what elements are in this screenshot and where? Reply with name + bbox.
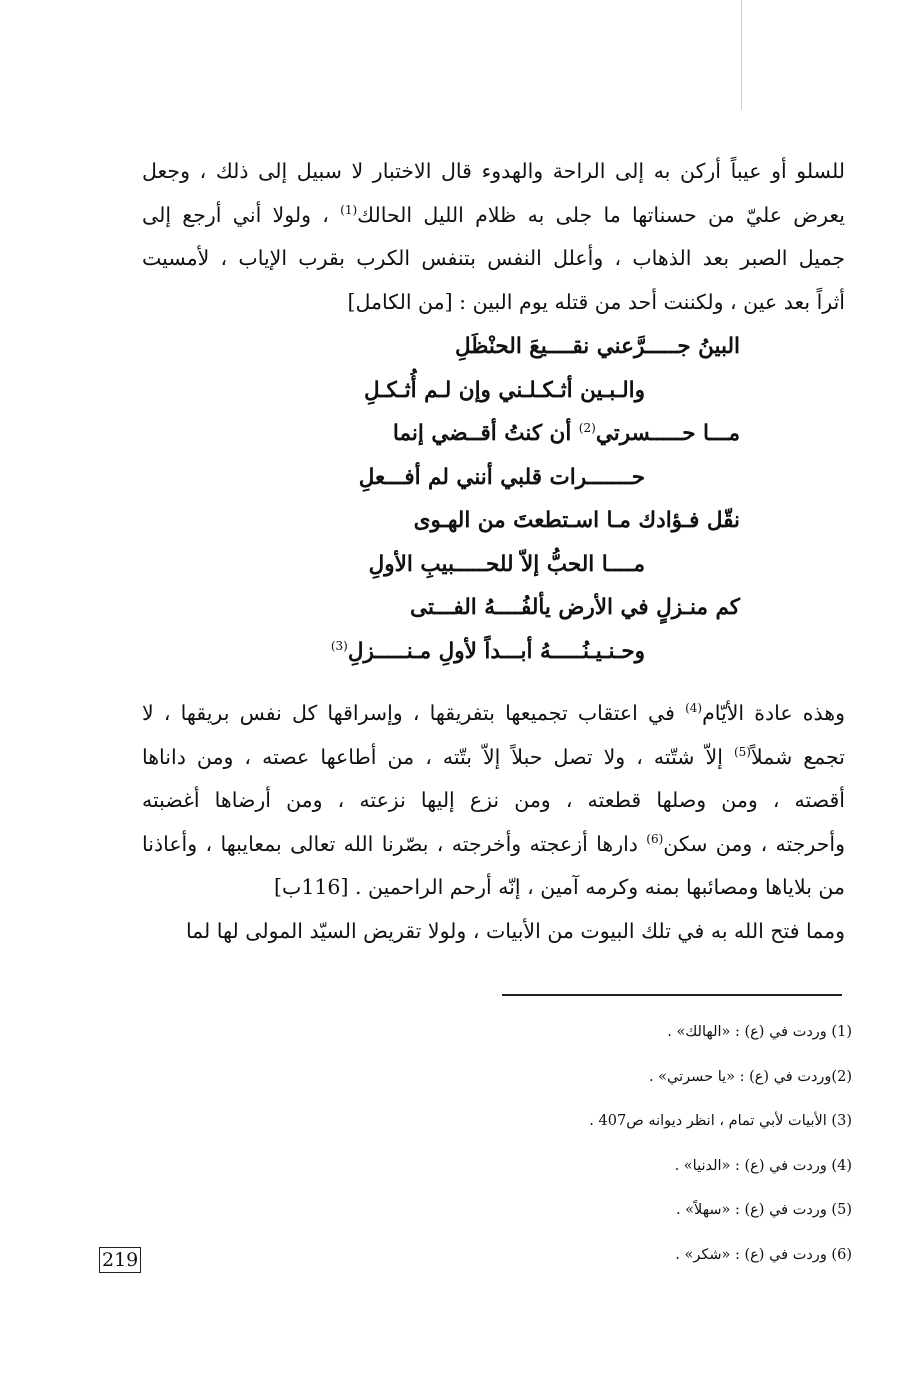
footnote-3: (3) الأبيات لأبي تمام ، انظر ديوانه ص407 . xyxy=(589,1113,852,1129)
verse-line-4: حـــــــرات قلبي أنني لم أفـــعلِ xyxy=(358,464,645,490)
paragraph-2-line-5: من بلاياها ومصائبها بمنه وكرمه آمين ، إنّه أرحم الراحمين . [116ب] xyxy=(274,875,845,899)
paragraph-1-line-2-text-a: يعرض عليّ من حسناتها ما جلى به ظلام الليل الحالك xyxy=(357,202,845,227)
footnote-6: (6) وردت في (ع) : «شكر» . xyxy=(675,1246,852,1263)
paragraph-1-line-4: أثراً بعد عين ، ولكننت أحد من قتله يوم البين : [من الكامل] xyxy=(347,289,845,314)
paragraph-2-line-4-text-b: دارها أزعجته وأخرجته ، بصّرنا الله تعالى بمعايبها ، وأعاذنا xyxy=(142,831,647,856)
verse-line-3 xyxy=(230,412,740,456)
footnote-ref-3: (3) xyxy=(330,638,348,653)
paragraph-1-line-2 xyxy=(142,194,845,238)
verse-line-3-text-b: أن كنتُ أقــضي إنما xyxy=(392,421,579,446)
verse-line-1: البينُ جـــــرَّعني نقــــيعَ الحنْظَلِ xyxy=(454,334,740,359)
paragraph-2-line-1-text-b: في اعتقاب تجميعها بتفريقها ، وإسراقها كل نفس بريقها ، لا xyxy=(142,701,686,725)
scan-gutter-line xyxy=(741,0,742,110)
verse-line-6: مــــا الحبُّ إلاّ للحـــــبيبِ الأولِ xyxy=(368,551,645,577)
paragraph-2-line-4-text-a: وأحرجته ، ومن سكن xyxy=(663,831,845,856)
page-number: 219 xyxy=(99,1247,141,1273)
paragraph-2-line-3: أقصته ، ومن وصلها قطعته ، ومن نزع إليها نزعته ، ومن أرضاها أغضبته xyxy=(142,788,845,812)
verse-line-2: والـبـين أثـكـلـني وإن لـم أُثـكـلِ xyxy=(363,377,645,403)
paragraph-2-line-2 xyxy=(142,736,845,780)
paragraph-2-line-6: ومما فتح الله به في تلك البيوت من الأبيات ، ولولا تقريض السيّد المولى لها لما xyxy=(185,918,845,943)
paragraph-1 xyxy=(142,150,845,324)
footnote-ref-2: (2) xyxy=(578,420,596,435)
verse-line-7: كم منـزلٍ في الأرض يألفُــــهُ الفـــتى xyxy=(410,595,740,620)
footnote-ref-5: (5) xyxy=(733,744,751,759)
footnote-1: (1) وردت في (ع) : «الهالك» . xyxy=(667,1024,852,1040)
verse-line-3-text-a: مـــا حـــــسرتي xyxy=(595,421,740,446)
footnote-ref-6: (6) xyxy=(646,831,664,846)
footnote-2: (2)وردت في (ع) : «يا حسرتي» . xyxy=(648,1068,852,1085)
footnote-5: (5) وردت في (ع) : «سهلاً» . xyxy=(675,1202,852,1218)
paragraph-2-line-1-text-a: وهذه عادة الأيّام xyxy=(702,701,846,725)
footnote-ref-1: (1) xyxy=(340,202,358,217)
paragraph-2 xyxy=(142,692,845,953)
poem-block xyxy=(230,325,740,673)
paragraph-1-line-3: جميل الصبر بعد الذهاب ، وأعلل النفس بتنفس الكرب بقرب الإياب ، لأمسيت xyxy=(142,246,845,270)
verse-line-8 xyxy=(230,630,740,674)
verse-line-5: نقّل فـؤادك مـا اسـتطعتَ من الهـوى xyxy=(413,508,740,533)
paragraph-1-line-2-text-b: ، ولولا أني أرجع إلى xyxy=(142,202,341,227)
verse-line-8-text: وحـنـيـنُـــــهُ أبـــداً لأولِ مـنـــــزلِ xyxy=(347,638,645,664)
paragraph-2-line-2-text-b: إلاّ شتّته ، ولا تصل حبلاً إلاّ بتّته ، من أطاعها عصته ، ومن داناها xyxy=(142,744,734,769)
footnote-divider xyxy=(502,994,842,996)
footnotes-list xyxy=(440,1010,852,1277)
footnote-4: (4) وردت في (ع) : «الدنيا» . xyxy=(674,1157,852,1174)
paragraph-2-line-1 xyxy=(142,692,845,736)
paragraph-2-line-4 xyxy=(142,823,845,867)
paragraph-2-line-2-text-a: تجمع شملاً xyxy=(750,744,845,769)
paragraph-1-line-1: للسلو أو عيباً أركن به إلى الراحة والهدوء قال الاختبار لا سبيل إلى ذلك ، وجعل xyxy=(142,159,845,183)
footnote-ref-4: (4) xyxy=(685,701,703,716)
